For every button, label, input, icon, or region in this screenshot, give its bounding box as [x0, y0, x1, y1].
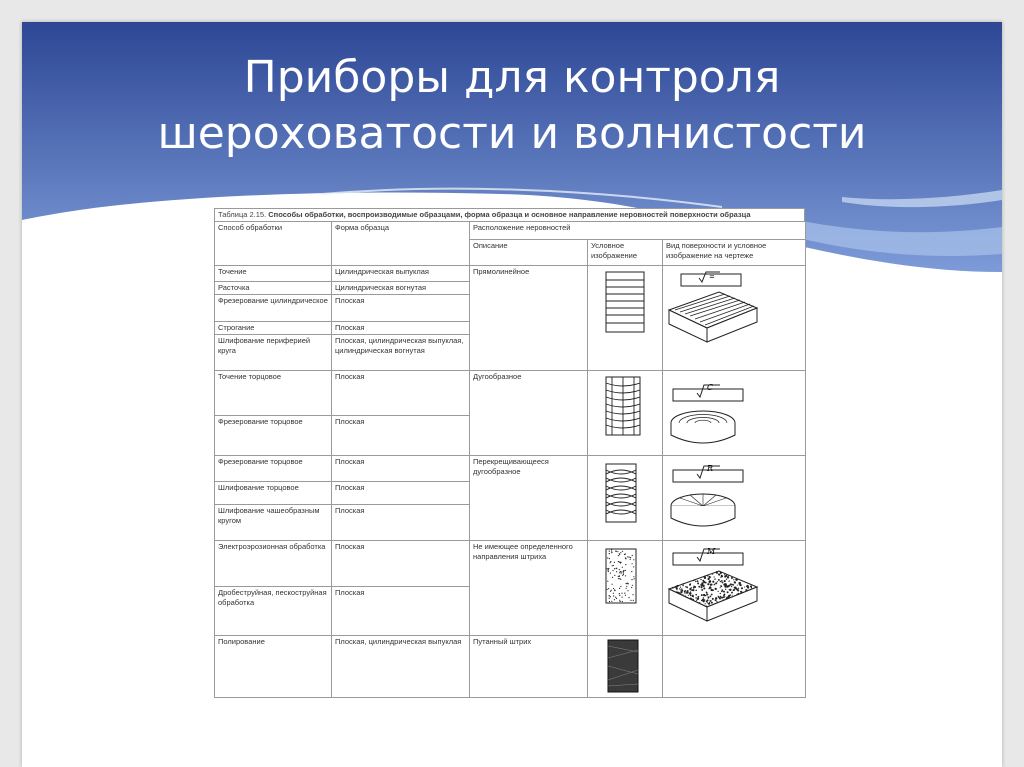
table-cell-method: Фрезерование торцовое: [215, 456, 332, 482]
parallel-lines-icon: [588, 266, 662, 370]
table-cell-shape: Плоская: [332, 321, 470, 334]
table-cell-method: Полирование: [215, 636, 332, 698]
disc-radial-icon: [663, 456, 805, 540]
table-cell-shape: Плоская: [332, 415, 470, 455]
caption-title: Способы обработки, воспроизводимые образцами, форма образца и основное направление неровностей поверхности образца: [268, 210, 751, 219]
crossed-arcs-icon: [588, 456, 662, 540]
table-cell-method: Точение торцовое: [215, 371, 332, 416]
title-line-2: шероховатости и волнистости: [157, 108, 867, 159]
group-description: Перекрещивающееся дугообразное: [470, 456, 588, 541]
table-cell-shape: Цилиндрическая вогнутая: [332, 282, 470, 295]
mark-text: C: [707, 383, 714, 392]
table-cell-shape: Цилиндрическая выпуклая: [332, 266, 470, 282]
slide: [22, 22, 1002, 767]
symbol-cell: [588, 456, 663, 541]
surface-view-cell: [663, 456, 806, 541]
mark-text: =: [709, 273, 715, 281]
table-cell-shape: Плоская, цилиндрическая выпуклая: [332, 636, 470, 698]
table-cell-shape: Плоская: [332, 504, 470, 540]
table-cell-shape: Плоская, цилиндрическая выпуклая, цилиндрическая вогнутая: [332, 334, 470, 370]
disc-arcs-icon: [663, 371, 805, 455]
mark-text: M: [707, 547, 716, 556]
surface-view-cell: [663, 636, 806, 698]
header-view: Вид поверхности и условное изображение на чертеже: [663, 240, 806, 266]
table-cell-method: Фрезерование цилиндрическое: [215, 295, 332, 321]
table-cell-method: Дробеструйная, пескоструйная обработка: [215, 587, 332, 636]
table-cell-method: Шлифование периферией круга: [215, 334, 332, 370]
header-arrangement: Расположение неровностей: [470, 222, 806, 240]
table-cell-shape: Плоская: [332, 481, 470, 504]
surface-view-cell: [663, 371, 806, 456]
group-description: Прямолинейное: [470, 266, 588, 371]
table-cell-method: Строгание: [215, 321, 332, 334]
table-cell-method: Электроэрозионная обработка: [215, 541, 332, 587]
roughness-table: [214, 221, 806, 698]
table-cell-shape: Плоская: [332, 587, 470, 636]
flat-plate-straight-icon: [663, 266, 805, 370]
table-cell-method: Фрезерование торцовое: [215, 415, 332, 455]
random-dots-icon: [588, 541, 662, 635]
table-cell-method: Шлифование чашеобразным кругом: [215, 504, 332, 540]
slide-title: [22, 50, 1002, 162]
table-cell-shape: Плоская: [332, 295, 470, 321]
header-shape: Форма образца: [332, 222, 470, 266]
symbol-cell: [588, 636, 663, 698]
title-line-1: Приборы для контроля: [243, 52, 781, 103]
table-cell-shape: Плоская: [332, 541, 470, 587]
flat-plate-random-icon: [663, 541, 805, 635]
header-description: Описание: [470, 240, 588, 266]
table-caption: [214, 208, 805, 221]
table-cell-shape: Плоская: [332, 456, 470, 482]
mark-text: R: [707, 464, 714, 473]
table-cell-shape: Плоская: [332, 371, 470, 416]
group-description: Не имеющее определенного направления штриха: [470, 541, 588, 636]
header-symbol: Условное изображение: [588, 240, 663, 266]
header-method: Способ обработки: [215, 222, 332, 266]
surface-view-cell: [663, 541, 806, 636]
arcs-icon: [588, 371, 662, 455]
roughness-table-image: [214, 208, 805, 708]
group-description: Дугообразное: [470, 371, 588, 456]
table-cell-method: Расточка: [215, 282, 332, 295]
group-description: Путанный штрих: [470, 636, 588, 698]
table-cell-method: Шлифование торцовое: [215, 481, 332, 504]
surface-view-cell: [663, 266, 806, 371]
symbol-cell: [588, 541, 663, 636]
tangled-hatch-icon: [588, 636, 662, 696]
caption-prefix: Таблица 2.15.: [218, 210, 267, 219]
symbol-cell: [588, 266, 663, 371]
symbol-cell: [588, 371, 663, 456]
table-cell-method: Точение: [215, 266, 332, 282]
